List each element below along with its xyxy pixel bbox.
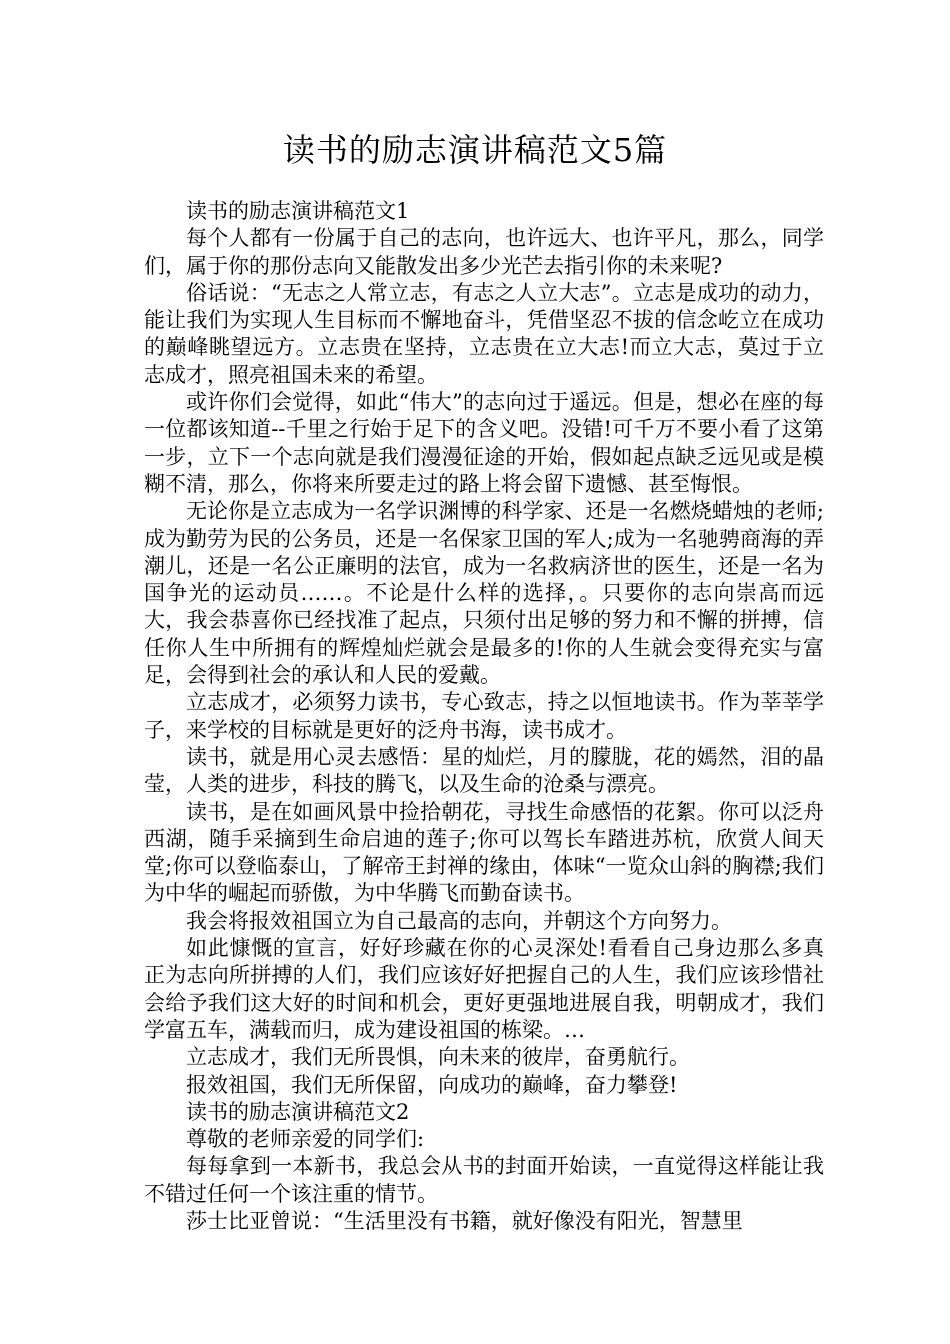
paragraph: 如此慷慨的宣言，好好珍藏在你的心灵深处!看看自己身边那么多真正为志向所拼搏的人们，我们应该好好把握自己的人生，我们应该珍惜社会给予我们这大好的时间和机会，更好更强地进展自我，明朝成才，我们学富五车，满载而归，成为建设祖国的栋梁。…: [144, 936, 824, 1042]
document-title: 读书的励志演讲稿范文5篇: [282, 131, 668, 169]
salutation: 尊敬的老师亲爱的同学们:: [186, 1127, 425, 1152]
paragraph: 俗话说：“无志之人常立志，有志之人立大志”。立志是成功的动力，能让我们为实现人生目标而不懈地奋斗，凭借坚忍不拔的信念屹立在成功的巅峰眺望远方。立志贵在坚持，立志贵在立大志!而立大志，莫过于立志成才，照亮祖国未来的希望。: [144, 280, 824, 387]
paragraph: 无论你是立志成为一名学识渊博的科学家、还是一名燃烧蜡烛的老师;成为勤劳为民的公务员，还是一名保家卫国的军人;成为一名驰骋商海的弄潮儿，还是一名公正廉明的法官，成为一名救病济世的医生，还是一名为国争光的运动员……。不论是什么样的选择，。只要你的志向崇高而远大，我会恭喜你已经找准了起点，只须付出足够的努力和不懈的拼搏，信任你人生中所拥有的辉煌灿烂就会是最多的!你的人生就会变得充实与富足，会得到社会的承认和人民的爱戴。: [144, 499, 824, 688]
subheading-2: 读书的励志演讲稿范文2: [186, 1099, 410, 1124]
document-body: [144, 198, 824, 1235]
paragraph: 报效祖国，我们无所保留，向成功的巅峰，奋力攀登!: [186, 1072, 678, 1097]
paragraph: 读书，是在如画风景中捡拾朝花，寻找生命感悟的花絮。你可以泛舟西湖，随手采摘到生命启迪的莲子;你可以驾长车踏进苏杭，欣赏人间天堂;你可以登临泰山，了解帝王封禅的缘由，体味“一览众山斜的胸襟;我们为中华的崛起而骄傲，为中华腾飞而勤奋读书。: [144, 799, 824, 906]
paragraph: 每每拿到一本新书，我总会从书的封面开始读，一直觉得这样能让我不错过任何一个该注重的情节。: [144, 1154, 824, 1206]
paragraph: 立志成才，我们无所畏惧，向未来的彼岸，奋勇航行。: [186, 1045, 690, 1070]
paragraph: 立志成才，必须努力读书，专心致志，持之以恒地读书。作为莘莘学子，来学校的目标就是更好的泛舟书海，读书成才。: [144, 690, 824, 742]
paragraph: 或许你们会觉得，如此“伟大”的志向过于遥远。但是，想必在座的每一位都该知道--千里之行始于足下的含义吧。没错!可千万不要小看了这第一步，立下一个志向就是我们漫漫征途的开始，假如起点缺乏远见或是模糊不清，那么，你将来所要走过的路上将会留下遗憾、甚至悔恨。: [144, 390, 824, 496]
paragraph: 莎士比亚曾说：“生活里没有书籍，就好像没有阳光，智慧里: [186, 1208, 743, 1233]
paragraph: 读书，就是用心灵去感悟：星的灿烂，月的朦胧，花的嫣然，泪的晶莹，人类的进步，科技的腾飞，以及生命的沧桑与漂亮。: [144, 744, 824, 797]
subheading-1: 读书的励志演讲稿范文1: [186, 199, 410, 223]
paragraph: 每个人都有一份属于自己的志向，也许远大、也许平凡，那么，同学们，属于你的那份志向又能散发出多少光芒去指引你的未来呢?: [144, 226, 824, 278]
paragraph: 我会将报效祖国立为自己最高的志向，并朝这个方向努力。: [186, 908, 732, 933]
